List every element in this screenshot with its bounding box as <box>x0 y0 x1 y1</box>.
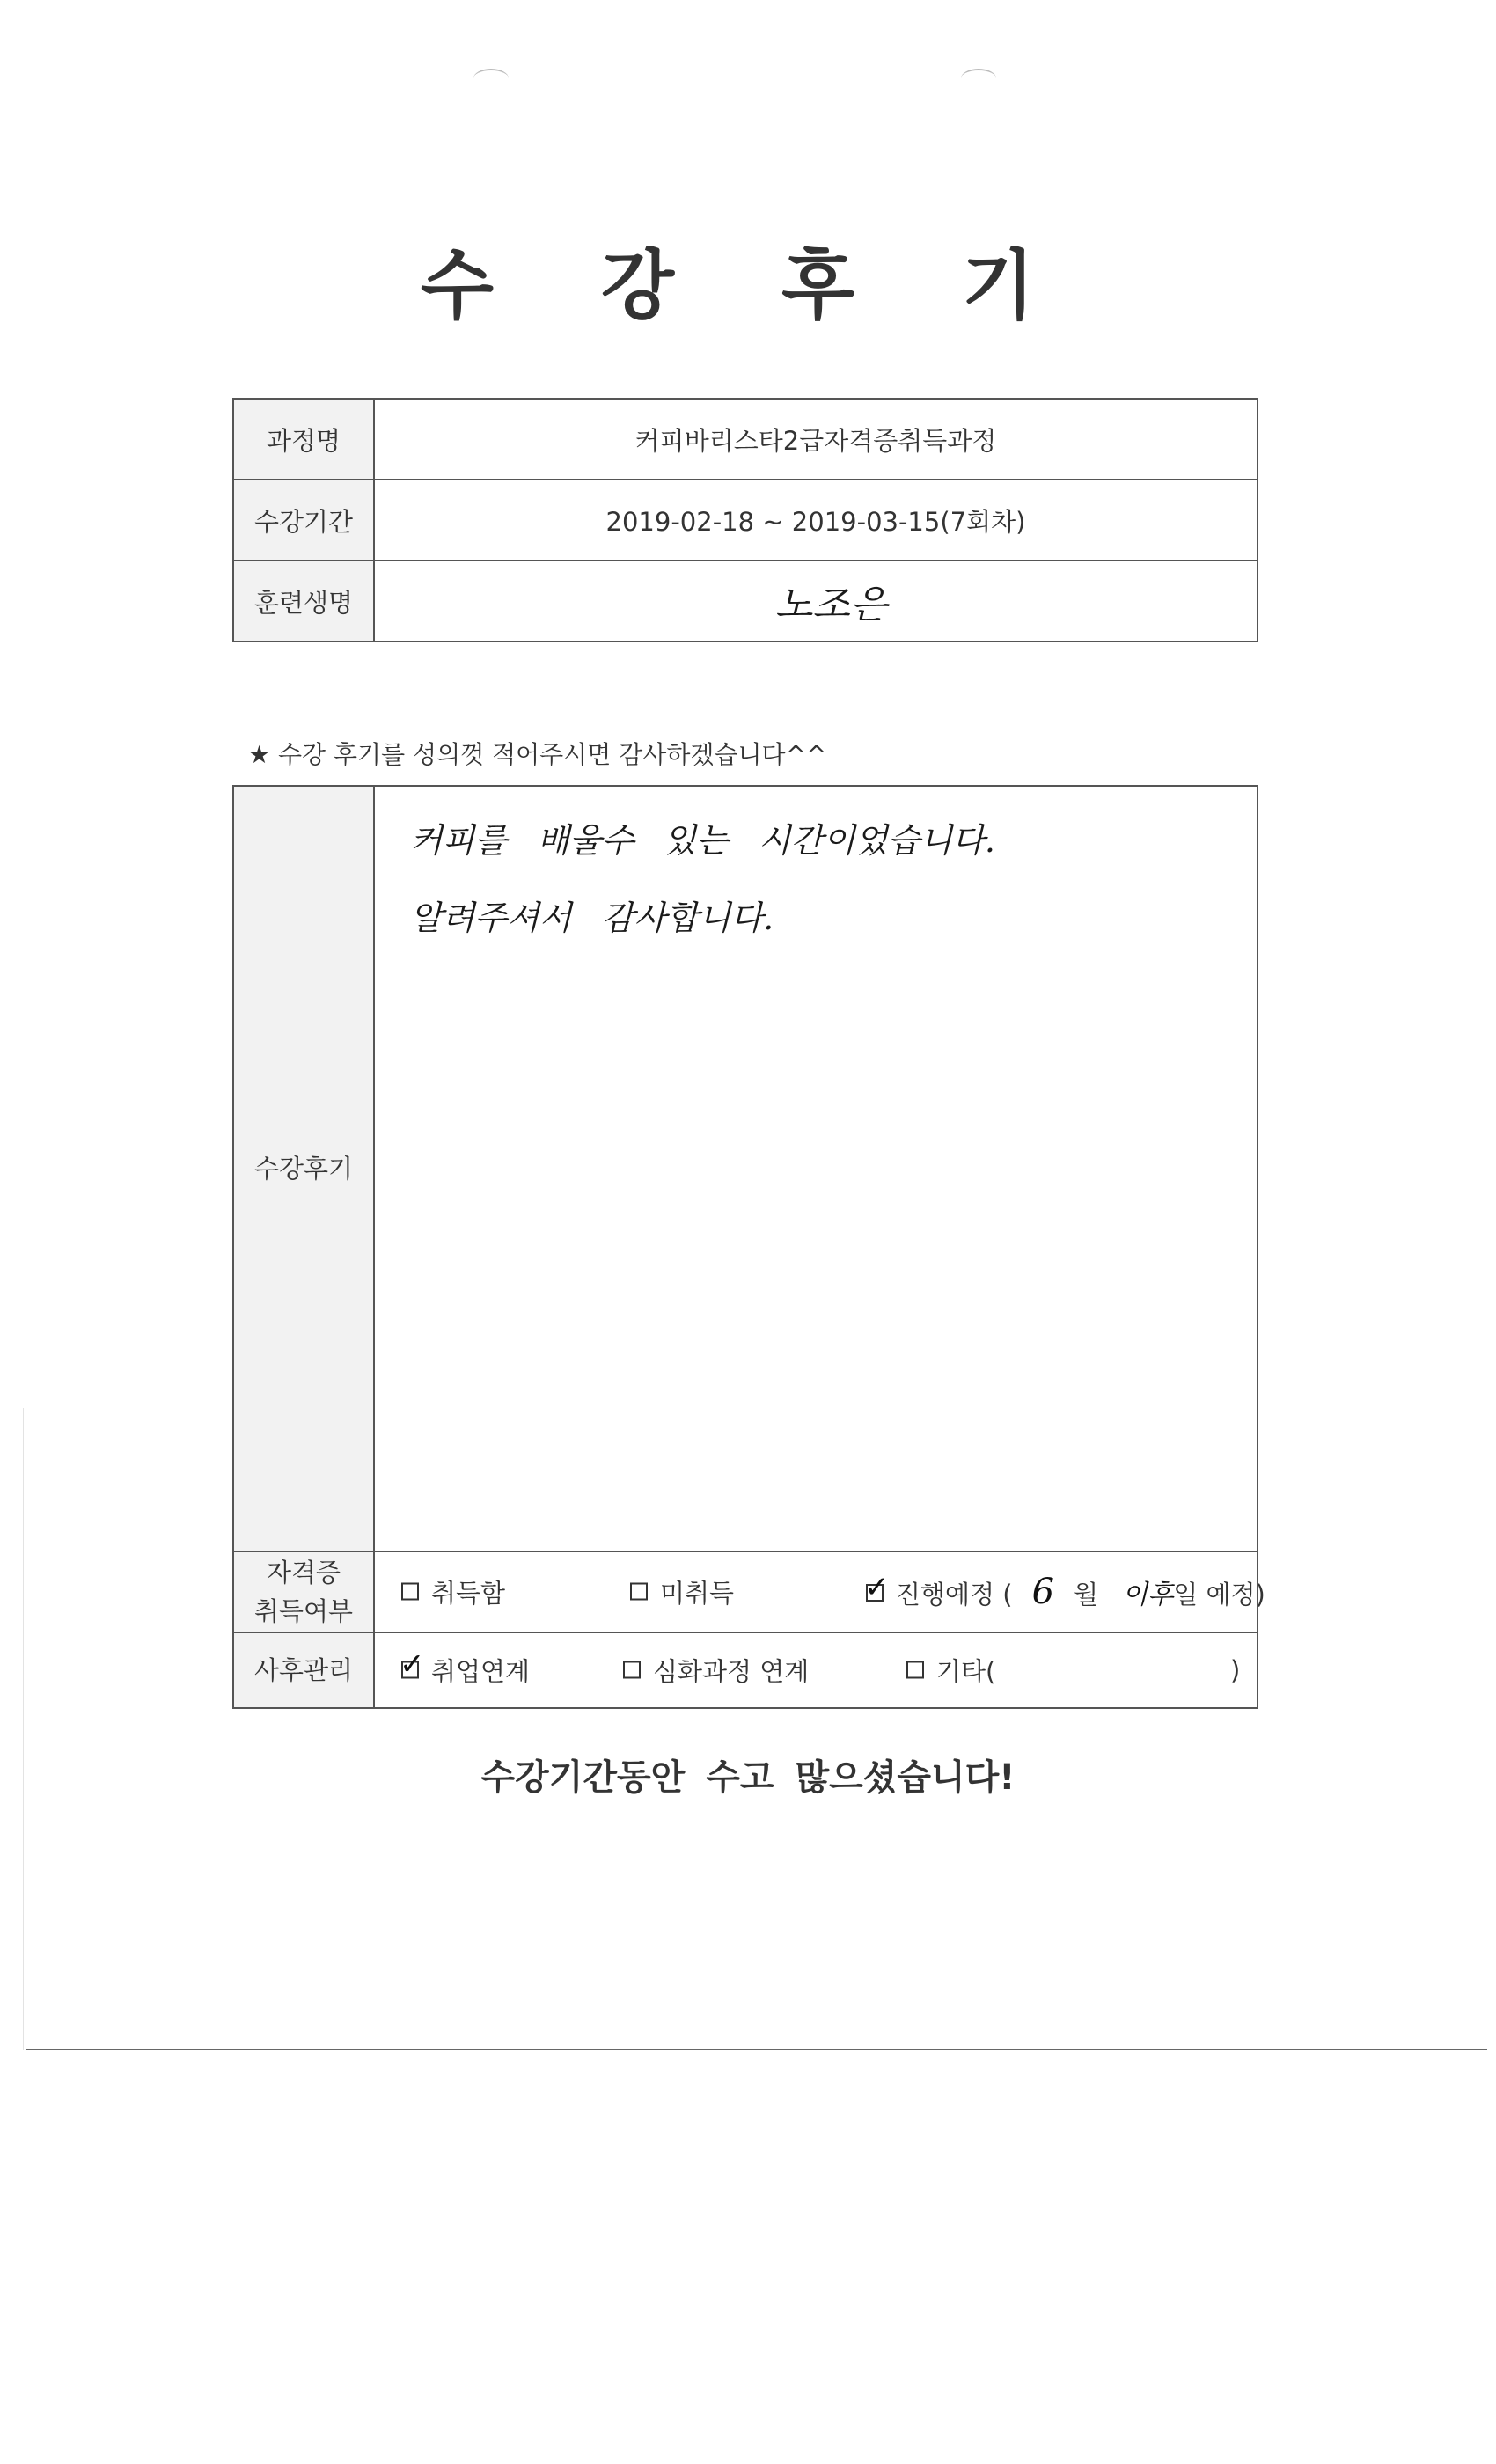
option-in-progress[interactable] <box>866 1572 1265 1612</box>
aftercare-row <box>233 1632 1258 1708</box>
course-name-value: 커피바리스타2급자격증취득과정 <box>374 399 1258 480</box>
review-table <box>232 785 1265 1709</box>
day-suffix: 일 예정) <box>1173 1580 1265 1610</box>
trainee-name-field[interactable] <box>374 561 1258 642</box>
checkmark-icon: ✓ <box>864 1570 890 1605</box>
trainee-name-row <box>233 561 1258 642</box>
trainee-name-label: 훈련생명 <box>233 561 374 642</box>
course-period-value: 2019-02-18 ~ 2019-03-15(7회차) <box>374 480 1258 561</box>
scan-page-edge <box>23 1408 24 2050</box>
certificate-label-line: 자격증 <box>266 1558 341 1588</box>
month-handwriting: 6 <box>1031 1572 1055 1612</box>
review-row <box>233 786 1258 1551</box>
option-other-label: 기타( <box>936 1656 996 1687</box>
option-not-acquired-label: 미취득 <box>660 1578 735 1609</box>
certificate-options <box>374 1551 1265 1632</box>
review-text-area[interactable] <box>374 786 1258 1551</box>
certificate-label-line: 취득여부 <box>253 1596 354 1626</box>
checkbox-other[interactable] <box>906 1661 924 1679</box>
option-other[interactable] <box>906 1653 995 1689</box>
checkbox-not-acquired[interactable] <box>630 1583 648 1601</box>
document-title: 수 강 후 기 <box>420 242 1076 330</box>
punch-hole-mark <box>473 69 509 88</box>
course-name-label: 과정명 <box>233 399 374 480</box>
course-period-label: 수강기간 <box>233 480 374 561</box>
month-suffix: 월 <box>1074 1580 1099 1610</box>
option-in-progress-label: 진행예정 ( <box>896 1580 1013 1610</box>
certificate-label <box>233 1551 374 1632</box>
option-acquired-label: 취득함 <box>431 1578 506 1609</box>
trainee-name-handwriting: 노조은 <box>774 583 888 627</box>
checkbox-acquired[interactable] <box>401 1583 419 1601</box>
closing-message: 수강기간동안 수고 많으셨습니다! <box>480 1757 1016 1798</box>
review-request-notice: ★ 수강 후기를 성의껏 적어주시면 감사하겠습니다^^ <box>248 740 827 769</box>
review-handwritten-line: 커피를 배울수 있는 시간이었습니다. <box>410 821 995 860</box>
review-handwritten-line: 알려주셔서 감사합니다. <box>410 898 774 937</box>
certificate-row <box>233 1551 1258 1632</box>
aftercare-label: 사후관리 <box>233 1632 374 1708</box>
option-acquired[interactable] <box>401 1574 505 1610</box>
checkbox-in-progress[interactable] <box>864 1570 890 1605</box>
option-advanced-course[interactable] <box>623 1653 809 1689</box>
course-name-row <box>233 399 1258 480</box>
checkmark-icon: ✓ <box>400 1646 425 1683</box>
aftercare-options <box>374 1632 1258 1708</box>
option-employment[interactable] <box>400 1646 531 1689</box>
checkbox-advanced-course[interactable] <box>623 1661 641 1679</box>
punch-hole-mark <box>961 69 996 88</box>
option-not-acquired[interactable] <box>630 1574 734 1610</box>
day-handwriting: 이후 <box>1122 1580 1174 1610</box>
scan-page-edge <box>26 2049 1487 2050</box>
course-period-row <box>233 480 1258 561</box>
course-info-table <box>232 398 1258 642</box>
checkbox-employment[interactable] <box>400 1646 425 1683</box>
option-other-close: ) <box>1230 1655 1241 1685</box>
review-label: 수강후기 <box>233 786 374 1551</box>
option-advanced-course-label: 심화과정 연계 <box>653 1656 810 1687</box>
option-employment-label: 취업연계 <box>431 1656 531 1687</box>
